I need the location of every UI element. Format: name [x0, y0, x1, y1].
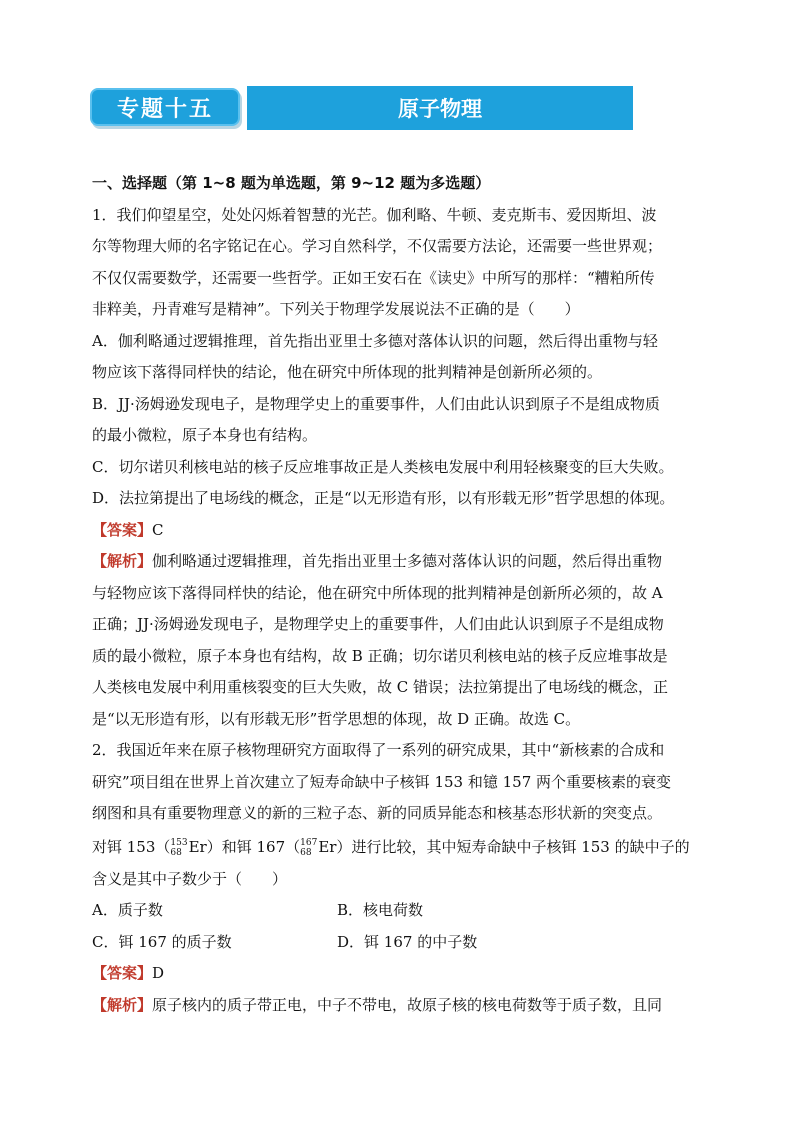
options-row-1: [92, 895, 704, 927]
compare-text: ）进行比较，其中短寿命缺中子核铒 153 的缺中子的: [336, 837, 690, 856]
option-b: B．JJ·汤姆逊发现电子，是物理学史上的重要事件，人们由此认识到原子不是组成物质: [92, 394, 660, 413]
option-b-cont: 的最小微粒，原子本身也有结构。: [92, 426, 318, 444]
answer-1: [92, 515, 704, 547]
analysis-1-line: 质的最小微粒，原子本身也有结构，故 B 正确；切尔诺贝利核电站的核子反应堆事故是: [92, 646, 668, 665]
question-2-line: 含义是其中子数少于（ ）: [92, 869, 288, 888]
analysis-text: 原子核内的质子带正电，中子不带电，故原子核的核电荷数等于质子数，且同: [152, 995, 663, 1014]
question-2-compare: [92, 830, 704, 864]
topic-badge: 专题十五: [90, 88, 240, 126]
compare-text: 对铒 153（: [92, 837, 171, 856]
option-a: A．质子数: [92, 901, 163, 919]
analysis-tag: 【解析】: [92, 552, 153, 570]
page-header: [90, 86, 634, 130]
answer-tag: 【答案】: [92, 520, 153, 539]
answer-2: [92, 958, 704, 990]
analysis-text: 伽利略通过逻辑推理，首先指出亚里士多德对落体认识的问题，然后得出重物: [152, 552, 663, 570]
mass-number: 153: [170, 837, 188, 848]
page-title: 原子物理: [247, 86, 633, 130]
compare-text: ）和铒 167（: [206, 837, 301, 856]
element-symbol: Er: [318, 837, 337, 856]
answer-value: D: [152, 964, 165, 982]
analysis-1-line: 正确；JJ·汤姆逊发现电子，是物理学史上的重要事件，人们由此认识到原子不是组成物: [92, 615, 664, 633]
analysis-1-line: 与轻物应该下落得同样快的结论，他在研究中所体现的批判精神是创新所必须的，故 A: [92, 583, 663, 602]
question-1-line: 不仅仅需要数学，还需要一些哲学。正如王安石在《读史》中所写的那样：“糟粕所传: [92, 268, 655, 287]
option-d: D．法拉第提出了电场线的概念，正是“以无形造有形，以有形载无形”哲学思想的体现。: [92, 489, 675, 507]
element-symbol: Er: [188, 837, 207, 856]
question-2-line: 纲图和具有重要物理意义的新的三粒子态、新的同质异能态和核基态形状新的突变点。: [92, 804, 663, 822]
answer-value: C: [152, 520, 164, 539]
option-c: C．铒 167 的质子数: [92, 932, 232, 951]
atomic-number: 68: [170, 847, 182, 858]
option-a-cont: 物应该下落得同样快的结论，他在研究中所体现的批判精神是创新所必须的。: [92, 363, 603, 381]
section-heading: 一、选择题（第 1~8 题为单选题，第 9~12 题为多选题）: [92, 174, 491, 192]
options-row-2: [92, 927, 704, 959]
option-d: D．铒 167 的中子数: [337, 932, 478, 951]
document-body: [92, 168, 704, 1021]
option-a: A．伽利略通过逻辑推理，首先指出亚里士多德对落体认识的问题，然后得出重物与轻: [92, 331, 658, 350]
isotope-2-numbers: [300, 838, 317, 858]
mass-number: 167: [300, 837, 318, 848]
option-c: C．切尔诺贝利核电站的核子反应堆事故正是人类核电发展中利用轻核聚变的巨大失败。: [92, 457, 674, 476]
analysis-tag: 【解析】: [92, 995, 153, 1014]
question-1-line: 尔等物理大师的名字铭记在心。学习自然科学，不仅需要方法论，还需要一些世界观；: [92, 237, 663, 255]
analysis-1: [92, 546, 704, 578]
answer-tag: 【答案】: [92, 964, 153, 982]
analysis-1-line: 人类核电发展中利用重核裂变的巨大失败，故 C 错误；法拉第提出了电场线的概念，正: [92, 678, 669, 696]
analysis-2: [92, 990, 704, 1022]
question-2-line: 研究”项目组在世界上首次建立了短寿命缺中子核铒 153 和镱 157 两个重要核素的衰变: [92, 772, 672, 791]
question-2-line: 2．我国近年来在原子核物理研究方面取得了一系列的研究成果，其中“新核素的合成和: [92, 741, 665, 759]
option-b: B．核电荷数: [337, 901, 424, 919]
isotope-1-numbers: [170, 838, 187, 858]
question-1-line: 非粹美，丹青难写是精神”。下列关于物理学发展说法不正确的是（ ）: [92, 300, 580, 318]
analysis-1-line: 是“以无形造有形，以有形载无形”哲学思想的体现，故 D 正确。故选 C。: [92, 709, 581, 728]
question-1-line: 1．我们仰望星空，处处闪烁着智慧的光芒。伽利略、牛顿、麦克斯韦、爱因斯坦、波: [92, 205, 657, 224]
atomic-number: 68: [300, 847, 312, 858]
